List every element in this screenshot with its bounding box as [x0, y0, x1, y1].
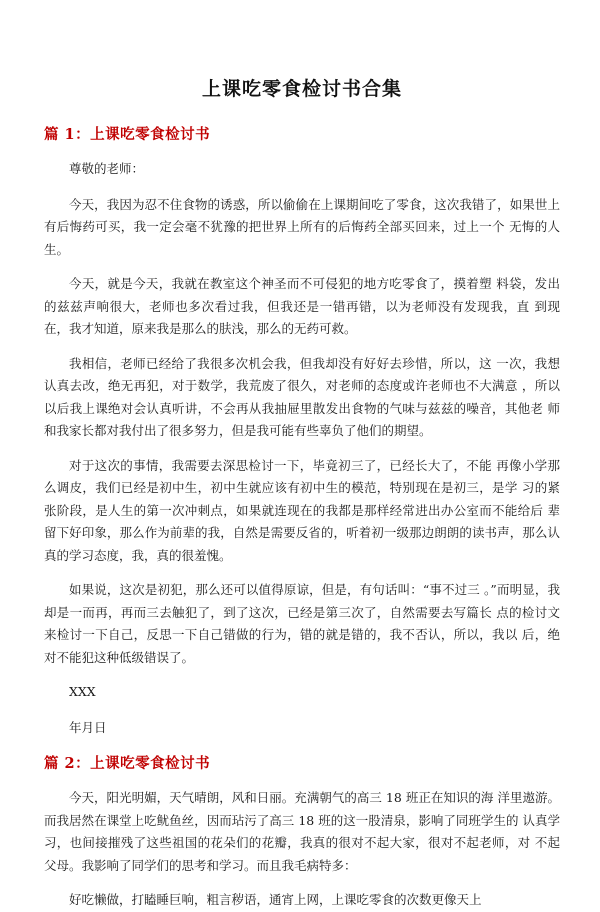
paragraph: 我相信，老师已经给了我很多次机会我，但我却没有好好去珍惜，所以，这 一次，我想认真去改，绝无再犯，对于数学，我荒废了很久，对老师的态度或许老师也不大满意 ，所以以后我上课绝对会认真听讲，不会再从我抽屉里散发出食物的气味与兹兹的噪音，其他老 师和我家长都对我付出了很多努力，但是我可能有些辜负了他们的期望。	[44, 355, 560, 438]
salutation: 尊敬的老师：	[69, 161, 145, 176]
signature-name: XXX	[69, 684, 96, 699]
paragraph: 今天，就是今天，我就在教室这个神圣而不可侵犯的地方吃零食了，摸着塑 料袋，发出的兹兹声响很大，老师也多次看过我，但我还是一错再错，以为老师没有发现我，直 到现在，我才知道，原来我是那么的肤浅，那么的无药可救。	[44, 276, 560, 336]
section-heading: 篇 1：上课吃零食检讨书	[44, 126, 211, 143]
paragraph: 今天，阳光明媚，天气晴朗，风和日丽。充满朝气的高三 18 班正在知识的海 洋里遨游。而我居然在课堂上吃鱿鱼丝，因而玷污了高三 18 班的这一股清泉，影响了同班学生的 认真学习，也间接摧残了这些祖国的花朵们的花瓣，我真的很对不起大家，很对不起老师，对 不起父母。我影响了同学们的思考和学习。而且我毛病特多：	[44, 790, 560, 873]
paragraph: 对于这次的事情，我需要去深思检讨一下，毕竟初三了，已经长大了，不能 再像小学那么调皮，我们已经是初中生，初中生就应该有初中生的模范，特别现在是初三，是学 习的紧张阶段，是人生的第一次冲刺点，如果就连现在的我都是那样经常进出办公室而不能给后 辈留下好印象，那么作为前辈的我，自然是需要反省的，听着初一级那边朗朗的读书声，那么认 真的学习态度，我，真的很羞愧。	[44, 457, 560, 563]
document-title: 上课吃零食检讨书合集	[201, 78, 402, 100]
paragraph: 如果说，这次是初犯，那么还可以值得原谅，但是，有句话叫：“事不过三 。”而明显，我却是一而再，再而三去触犯了，到了这次，已经是第三次了，自然需要去写篇长 点的检讨文来检讨一下自己，反思一下自己错做的行为，错的就是错的，我不否认，所以，我以 后，绝对不能犯这种低级错误了。	[44, 582, 560, 665]
paragraph: 今天，我因为忍不住食物的诱惑，所以偷偷在上课期间吃了零食，这次我错了，如果世上有后悔药可买，我一定会毫不犹豫的把世界上所有的后悔药全部买回来，过上一个 无悔的人生。	[44, 196, 560, 257]
signature-date: 年月日	[69, 719, 107, 735]
section-1	[44, 123, 560, 739]
section-heading: 篇 2：上课吃零食检讨书	[44, 755, 211, 772]
section-2	[44, 752, 560, 912]
paragraph: 好吃懒做，打瞌睡巨响，粗言秽语，通宵上网，上课吃零食的次数更像天上	[69, 892, 482, 907]
